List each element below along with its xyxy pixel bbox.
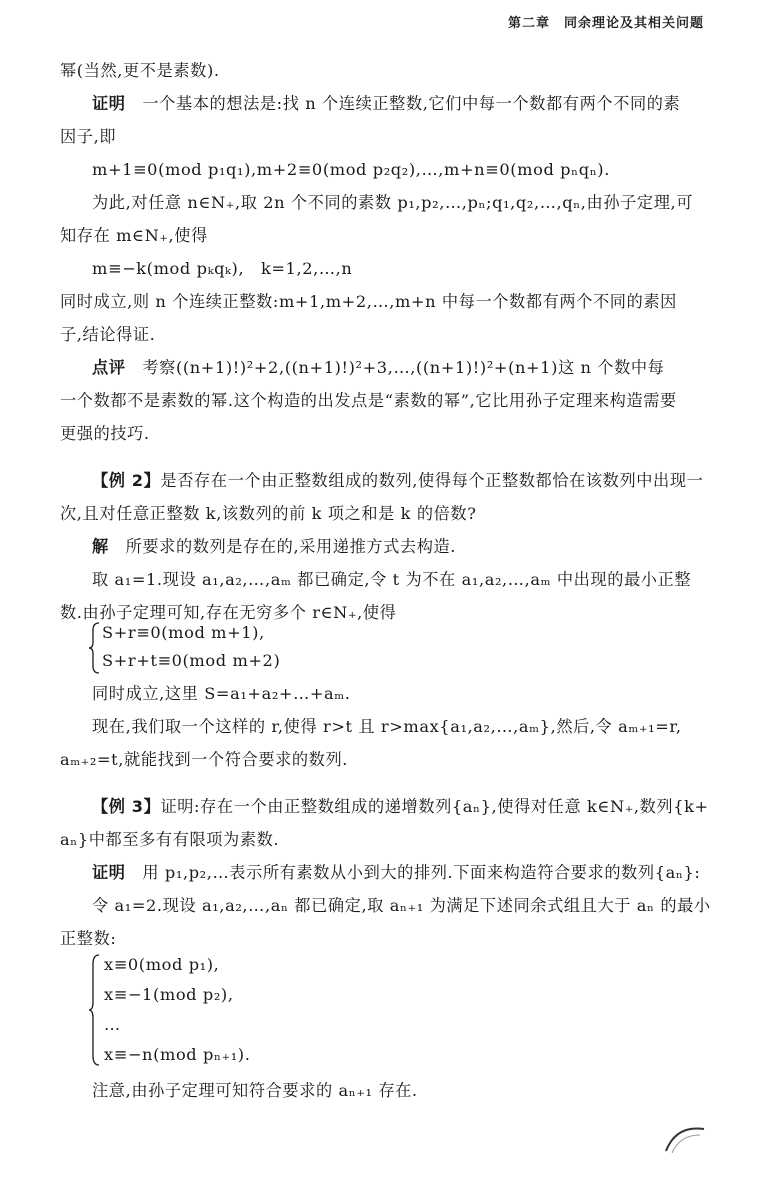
text-line: 令 a₁=2.现设 a₁,a₂,…,aₙ 都已确定,取 aₙ₊₁ 为满足下述同余式组且大于 aₙ 的最小: [92, 896, 711, 915]
text-line: 一个数都不是素数的幂.这个构造的出发点是“素数的幂”,它比用孙子定理来构造需要: [60, 391, 677, 410]
text-line: 注意,由孙子定理可知符合要求的 aₙ₊₁ 存在.: [92, 1081, 418, 1100]
text-line: 用 p₁,p₂,…表示所有素数从小到大的排列.下面来构造符合要求的数列{aₙ}:: [125, 863, 701, 882]
left-brace-icon: [88, 622, 100, 674]
text-line: 更强的技巧.: [60, 424, 150, 443]
example-3-label: 【例 3】: [92, 797, 161, 816]
formula-line: S+r+t≡0(mod m+2): [102, 651, 281, 670]
proof-paragraph: [92, 93, 680, 115]
formula-line: m+1≡0(mod p₁q₁),m+2≡0(mod p₂q₂),…,m+n≡0(mod pₙqₙ).: [92, 160, 610, 179]
running-header: 第二章 同余理论及其相关问题: [507, 16, 704, 31]
formula-line: S+r≡0(mod m+1),: [102, 623, 265, 642]
formula-line: m≡−k(mod pₖqₖ), k=1,2,…,n: [92, 259, 353, 278]
text-line: 同时成立,这里 S=a₁+a₂+…+aₘ.: [92, 684, 351, 703]
text-line: 一个基本的想法是:找 n 个连续正整数,它们中每一个数都有两个不同的素: [125, 94, 681, 113]
proof-label: 证明: [92, 94, 126, 113]
text-line: 同时成立,则 n 个连续正整数:m+1,m+2,…,m+n 中每一个数都有两个不同的素因: [60, 292, 677, 311]
text-line: aₘ₊₂=t,就能找到一个符合要求的数列.: [60, 750, 349, 769]
formula-line: x≡−n(mod pₙ₊₁).: [104, 1045, 251, 1064]
formula-line: …: [104, 1015, 121, 1034]
example-2-label: 【例 2】: [92, 471, 161, 490]
text-line: 子,结论得证.: [60, 325, 156, 344]
proof-paragraph: [92, 862, 700, 884]
example-2-heading: [92, 470, 703, 492]
proof-label: 证明: [92, 863, 126, 882]
text-line: 现在,我们取一个这样的 r,使得 r>t 且 r>max{a₁,a₂,…,aₘ},然后,令 aₘ₊₁=r,: [92, 717, 682, 736]
remark-label: 点评: [92, 358, 126, 377]
formula-line: x≡0(mod p₁),: [104, 955, 220, 974]
page-corner-curl-icon: [662, 1121, 706, 1155]
text-line: 次,且对任意正整数 k,该数列的前 k 项之和是 k 的倍数?: [60, 504, 477, 523]
text-line: 是否存在一个由正整数组成的数列,使得每个正整数都恰在该数列中出现一: [160, 471, 704, 490]
text-line: 幂(当然,更不是素数).: [60, 61, 220, 80]
text-line: 考察((n+1)!)²+2,((n+1)!)²+3,…,((n+1)!)²+(n+1)这 n 个数中每: [125, 358, 665, 377]
left-brace-icon: [88, 954, 100, 1066]
text-line: aₙ}中都至多有有限项为素数.: [60, 830, 280, 849]
remark-paragraph: [92, 357, 664, 379]
solution-label: 解: [92, 537, 109, 556]
example-3-heading: [92, 796, 709, 818]
formula-line: x≡−1(mod p₂),: [104, 985, 234, 1004]
text-line: 正整数:: [60, 929, 117, 948]
text-line: 知存在 m∈N₊,使得: [60, 226, 208, 245]
text-line: 取 a₁=1.现设 a₁,a₂,…,aₘ 都已确定,令 t 为不在 a₁,a₂,…,aₘ 中出现的最小正整: [92, 570, 692, 589]
text-line: 所要求的数列是存在的,采用递推方式去构造.: [108, 537, 457, 556]
solution-paragraph: [92, 536, 456, 558]
text-line: 数.由孙子定理可知,存在无穷多个 r∈N₊,使得: [60, 603, 397, 622]
text-line: 为此,对任意 n∈N₊,取 2n 个不同的素数 p₁,p₂,…,pₙ;q₁,q₂,…,qₙ,由孙子定理,可: [92, 193, 694, 212]
text-line: 因子,即: [60, 127, 117, 146]
text-line: 证明:存在一个由正整数组成的递增数列{aₙ},使得对任意 k∈N₊,数列{k+: [160, 797, 709, 816]
